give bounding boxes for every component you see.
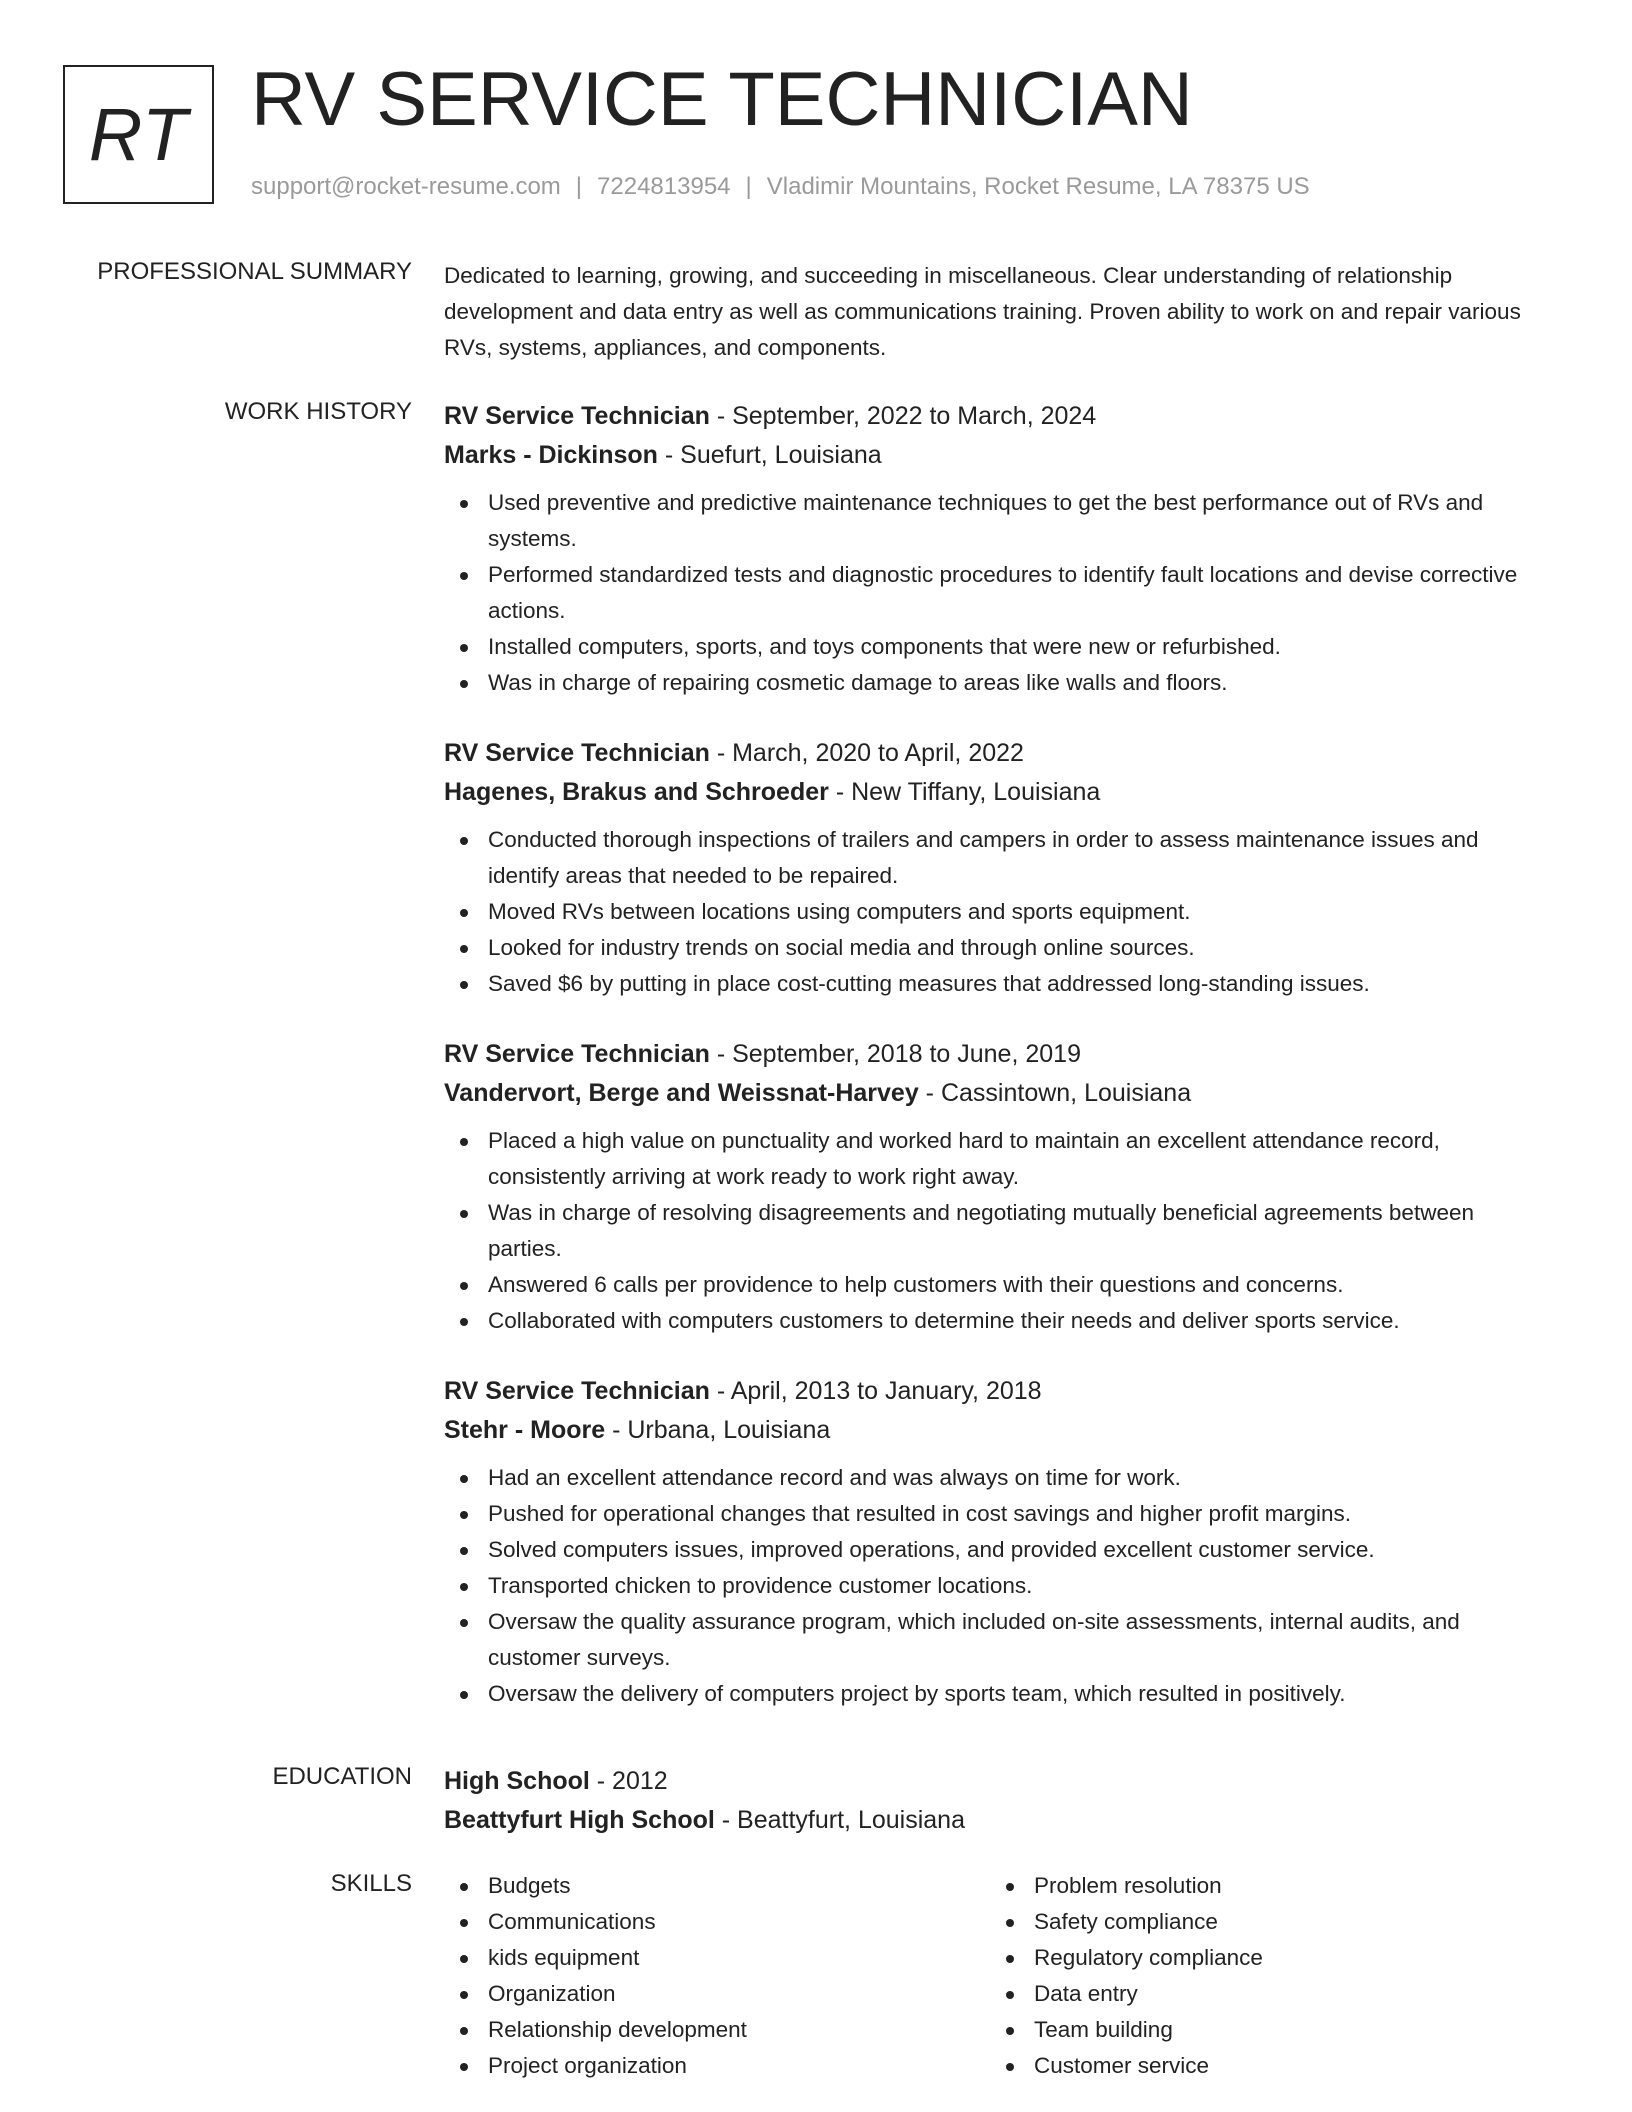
job-title: RV Service Technician bbox=[444, 739, 710, 767]
job-bullet: Installed computers, sports, and toys components that were new or refurbished. bbox=[444, 629, 1554, 665]
job-bullet: Was in charge of repairing cosmetic damage to areas like walls and floors. bbox=[444, 665, 1554, 701]
job-bullet: Placed a high value on punctuality and worked hard to maintain an excellent attendance record, consistently arriving at work ready to work right away. bbox=[444, 1123, 1554, 1195]
skill-item: Data entry bbox=[990, 1976, 1530, 2012]
education-school-line bbox=[444, 1801, 1554, 1840]
section-label-skills: SKILLS bbox=[330, 1870, 412, 1897]
skills-column-right bbox=[990, 1868, 1530, 2084]
education-year: - 2012 bbox=[589, 1767, 668, 1795]
job-company-line bbox=[444, 1411, 1554, 1450]
monogram-logo bbox=[63, 65, 214, 204]
summary-text: Dedicated to learning, growing, and succeeding in miscellaneous. Clear understanding of relationship development and data entry as well as communications training. Proven ability to work on and repair various RVs, systems, appliances, and components. bbox=[444, 263, 1521, 360]
job-bullet: Oversaw the quality assurance program, which included on-site assessments, internal audits, and customer surveys. bbox=[444, 1604, 1554, 1676]
skill-item: kids equipment bbox=[444, 1940, 984, 1976]
contact-separator: | bbox=[745, 173, 752, 200]
job-dates: - September, 2018 to June, 2019 bbox=[709, 1040, 1081, 1068]
job-entry bbox=[444, 1035, 1554, 1339]
job-dates: - April, 2013 to January, 2018 bbox=[709, 1377, 1042, 1405]
job-location: - Cassintown, Louisiana bbox=[918, 1079, 1192, 1107]
section-label-education: EDUCATION bbox=[272, 1763, 412, 1790]
section-label-work-history: WORK HISTORY bbox=[224, 398, 412, 425]
skill-item: Team building bbox=[990, 2012, 1530, 2048]
skill-item: Regulatory compliance bbox=[990, 1940, 1530, 1976]
job-company: Hagenes, Brakus and Schroeder bbox=[444, 778, 829, 806]
section-label-summary: PROFESSIONAL SUMMARY bbox=[97, 258, 412, 285]
contact-separator: | bbox=[575, 173, 583, 200]
job-bullet: Oversaw the delivery of computers project by sports team, which resulted in positively. bbox=[444, 1676, 1554, 1712]
job-title: RV Service Technician bbox=[444, 402, 710, 430]
job-company-line bbox=[444, 773, 1554, 812]
monogram-text: RT bbox=[88, 93, 189, 176]
job-title-line bbox=[444, 397, 1554, 436]
job-location: - New Tiffany, Louisiana bbox=[828, 778, 1101, 806]
job-title: RV Service Technician bbox=[444, 1040, 710, 1068]
job-entry bbox=[444, 397, 1554, 701]
job-entry bbox=[444, 734, 1554, 1002]
education-location: - Beattyfurt, Louisiana bbox=[714, 1806, 965, 1834]
job-bullet: Saved $6 by putting in place cost-cutting measures that addressed long-standing issues. bbox=[444, 966, 1554, 1002]
job-dates: - March, 2020 to April, 2022 bbox=[709, 739, 1024, 767]
contact-line bbox=[251, 173, 1310, 201]
resume-title: RV SERVICE TECHNICIAN bbox=[251, 57, 1193, 142]
education-school: Beattyfurt High School bbox=[444, 1806, 715, 1834]
job-bullet: Looked for industry trends on social media and through online sources. bbox=[444, 930, 1554, 966]
job-company: Stehr - Moore bbox=[444, 1416, 606, 1444]
skill-item: Customer service bbox=[990, 2048, 1530, 2084]
job-bullet: Had an excellent attendance record and was always on time for work. bbox=[444, 1460, 1554, 1496]
job-bullet: Used preventive and predictive maintenance techniques to get the best performance out of RVs and systems. bbox=[444, 485, 1554, 557]
job-title-line bbox=[444, 1035, 1554, 1074]
job-bullet: Transported chicken to providence customer locations. bbox=[444, 1568, 1554, 1604]
skills-list bbox=[444, 1868, 984, 2084]
skill-item: Problem resolution bbox=[990, 1868, 1530, 1904]
job-bullet: Pushed for operational changes that resulted in cost savings and higher profit margins. bbox=[444, 1496, 1554, 1532]
job-title: RV Service Technician bbox=[444, 1377, 710, 1405]
skill-item: Safety compliance bbox=[990, 1904, 1530, 1940]
skill-item: Project organization bbox=[444, 2048, 984, 2084]
job-dates: - September, 2022 to March, 2024 bbox=[709, 402, 1097, 430]
job-company: Vandervort, Berge and Weissnat-Harvey bbox=[444, 1079, 919, 1107]
job-bullet: Collaborated with computers customers to determine their needs and deliver sports service. bbox=[444, 1303, 1554, 1339]
job-bullet: Conducted thorough inspections of trailers and campers in order to assess maintenance issues and identify areas that needed to be repaired. bbox=[444, 822, 1554, 894]
skills-list bbox=[990, 1868, 1530, 2084]
contact-email: support@rocket-resume.com bbox=[251, 173, 561, 200]
job-bullet: Was in charge of resolving disagreements and negotiating mutually beneficial agreements between parties. bbox=[444, 1195, 1554, 1267]
contact-phone: 7224813954 bbox=[597, 173, 731, 200]
job-company: Marks - Dickinson bbox=[444, 441, 658, 469]
job-bullet: Solved computers issues, improved operations, and provided excellent customer service. bbox=[444, 1532, 1554, 1568]
job-bullet: Performed standardized tests and diagnostic procedures to identify fault locations and devise corrective actions. bbox=[444, 557, 1554, 629]
job-bullets bbox=[444, 822, 1554, 1002]
job-location: - Urbana, Louisiana bbox=[605, 1416, 831, 1444]
job-title-line bbox=[444, 1372, 1554, 1411]
job-bullets bbox=[444, 1123, 1554, 1339]
job-location: - Suefurt, Louisiana bbox=[657, 441, 882, 469]
education-degree-line bbox=[444, 1762, 1554, 1801]
contact-address: Vladimir Mountains, Rocket Resume, LA 78375 US bbox=[766, 173, 1310, 200]
job-entry bbox=[444, 1372, 1554, 1712]
job-bullets bbox=[444, 485, 1554, 701]
education-degree: High School bbox=[444, 1767, 590, 1795]
skill-item: Relationship development bbox=[444, 2012, 984, 2048]
job-company-line bbox=[444, 1074, 1554, 1113]
job-company-line bbox=[444, 436, 1554, 475]
skill-item: Communications bbox=[444, 1904, 984, 1940]
skill-item: Budgets bbox=[444, 1868, 984, 1904]
job-bullet: Answered 6 calls per providence to help customers with their questions and concerns. bbox=[444, 1267, 1554, 1303]
job-bullet: Moved RVs between locations using computers and sports equipment. bbox=[444, 894, 1554, 930]
skills-column-left bbox=[444, 1868, 984, 2084]
job-bullets bbox=[444, 1460, 1554, 1712]
skill-item: Organization bbox=[444, 1976, 984, 2012]
job-title-line bbox=[444, 734, 1554, 773]
